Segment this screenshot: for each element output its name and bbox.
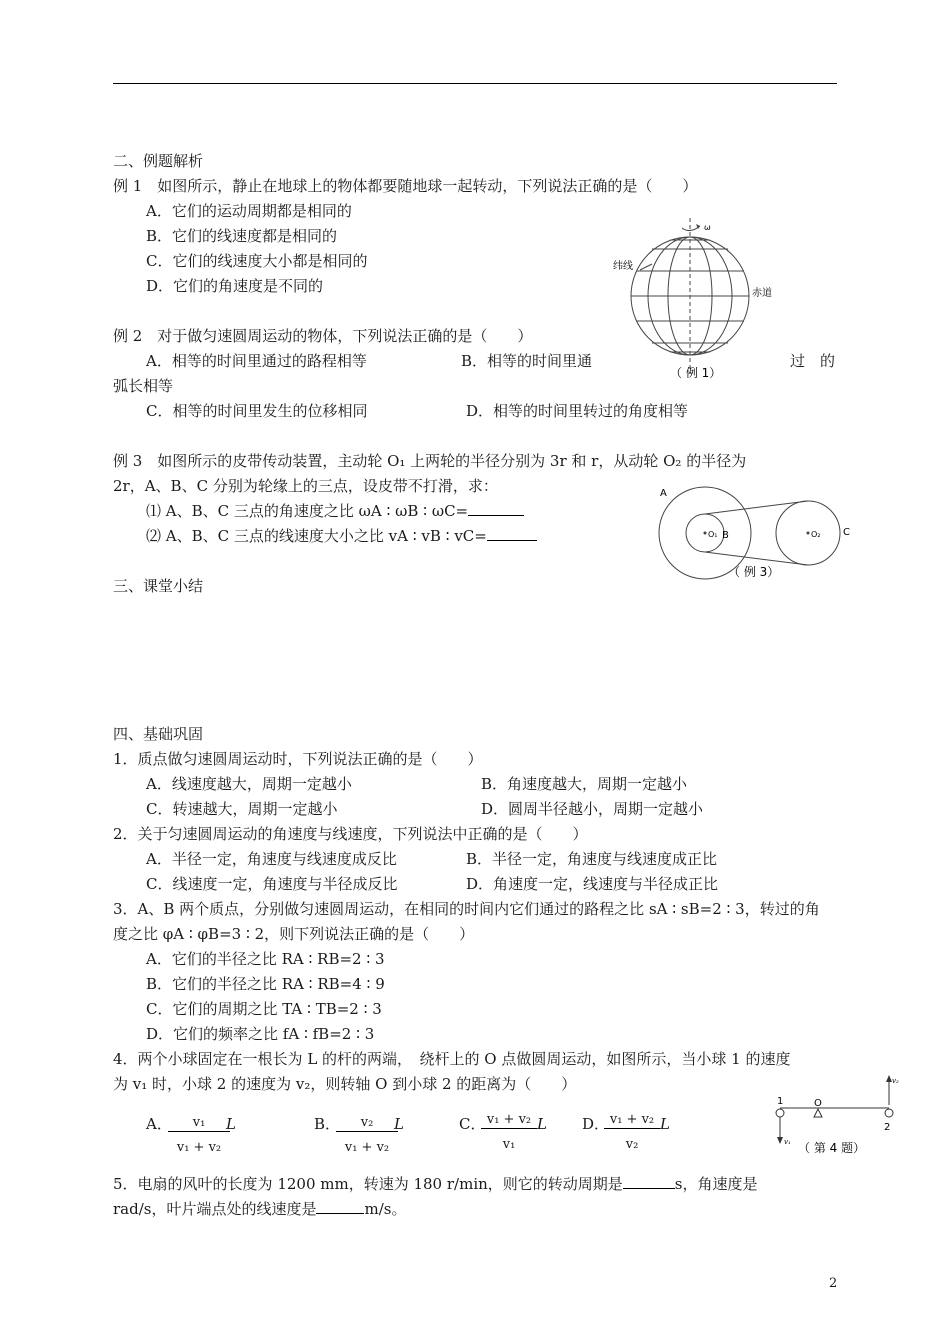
point-c-label: C bbox=[843, 527, 850, 538]
q3-line2: 度之比 φA ∶ φB=3 ∶ 2，则下列说法正确的是（ ） bbox=[113, 925, 475, 943]
v2-label: v₂ bbox=[892, 1077, 899, 1085]
omega-label: ω bbox=[704, 223, 711, 232]
q5-speed-blank[interactable] bbox=[316, 1201, 364, 1214]
q4-option-d-l: L bbox=[660, 1115, 670, 1133]
header-rule bbox=[113, 83, 837, 84]
q4-option-a-label: A． bbox=[146, 1115, 172, 1133]
q3-option-b: B．它们的半径之比 RA ∶ RB=4 ∶ 9 bbox=[146, 975, 385, 993]
ex1-caption: （ 例 1） bbox=[670, 366, 722, 380]
q5-line2 bbox=[113, 1200, 406, 1218]
q4-option-c-fraction bbox=[481, 1112, 537, 1153]
ex2-option-b-cont: 过 的 bbox=[790, 352, 836, 370]
ex1-option-a: A．它们的运动周期都是相同的 bbox=[146, 202, 352, 220]
q4-d-numerator: v₁ + v₂ bbox=[604, 1112, 660, 1129]
q4-line2: 为 v₁ 时，小球 2 的速度为 v₂，则转轴 O 到小球 2 的距离为（ ） bbox=[113, 1075, 577, 1093]
ex3-q1-text: ⑴ A、B、C 三点的角速度之比 ωA ∶ ωB ∶ ωC= bbox=[146, 502, 469, 520]
q2-stem: 2．关于匀速圆周运动的角速度与线速度，下列说法中正确的是（ ） bbox=[113, 825, 588, 843]
q1-option-b: B．角速度越大，周期一定越小 bbox=[481, 775, 688, 793]
q4-option-b-l: L bbox=[394, 1115, 404, 1133]
q4-option-b-label: B． bbox=[314, 1115, 341, 1133]
q4-a-numerator: v₁ bbox=[168, 1115, 230, 1132]
q4-caption: （ 第 4 题） bbox=[798, 1141, 866, 1155]
ex1-option-c: C．它们的线速度大小都是相同的 bbox=[146, 252, 368, 270]
q5-text-2: s，角速度是 bbox=[674, 1175, 758, 1193]
q4-c-numerator: v₁ + v₂ bbox=[481, 1112, 537, 1129]
q5-text-1: 5．电扇的风叶的长度为 1200 mm，转速为 180 r/min，则它的转动周期是 bbox=[113, 1175, 623, 1193]
ex3-q2 bbox=[146, 527, 537, 545]
o2-label: O₂ bbox=[811, 530, 821, 539]
point-a-label: A bbox=[660, 488, 667, 499]
q2-option-d: D．角速度一定，线速度与半径成正比 bbox=[466, 875, 719, 893]
belt-figure bbox=[656, 484, 851, 582]
ex1-option-b: B．它们的线速度都是相同的 bbox=[146, 227, 338, 245]
rod-figure bbox=[768, 1072, 900, 1164]
v1-label: v₁ bbox=[784, 1138, 791, 1146]
ex2-option-b: B．相等的时间里通 bbox=[461, 352, 593, 370]
ex1-stem: 例 1 如图所示，静止在地球上的物体都要随地球一起转动，下列说法正确的是（ ） bbox=[113, 177, 698, 195]
q4-option-c-l: L bbox=[537, 1115, 547, 1133]
ex2-option-c: C．相等的时间里发生的位移相同 bbox=[146, 402, 368, 420]
ex2-option-a: A．相等的时间里通过的路程相等 bbox=[146, 352, 367, 370]
ex3-caption: （ 例 3） bbox=[728, 565, 780, 579]
section3-title: 三、课堂小结 bbox=[113, 577, 204, 595]
ball1-label: 1 bbox=[777, 1096, 784, 1107]
q2-option-c: C．线速度一定，角速度与半径成反比 bbox=[146, 875, 398, 893]
ex2-option-d: D．相等的时间里转过的角度相等 bbox=[466, 402, 689, 420]
ex3-q1-blank[interactable] bbox=[468, 503, 524, 516]
o1-label: O₁ bbox=[708, 530, 718, 539]
ex3-line1: 例 3 如图所示的皮带传动装置，主动轮 O₁ 上两轮的半径分别为 3r 和 r，从动轮 O₂ 的半径为 bbox=[113, 452, 747, 470]
q4-option-b-fraction bbox=[336, 1115, 398, 1156]
q3-option-c: C．它们的周期之比 TA ∶ TB=2 ∶ 3 bbox=[146, 1000, 382, 1018]
q5-text-4: m/s。 bbox=[364, 1200, 407, 1218]
section2-title: 二、例题解析 bbox=[113, 152, 204, 170]
ex3-q1 bbox=[146, 502, 524, 520]
ex3-q2-text: ⑵ A、B、C 三点的线速度大小之比 vA ∶ vB ∶ vC= bbox=[146, 527, 487, 545]
q4-option-a-fraction bbox=[168, 1115, 230, 1156]
q1-option-c: C．转速越大，周期一定越小 bbox=[146, 800, 338, 818]
equator-label: 赤道 bbox=[752, 288, 772, 299]
earth-figure bbox=[612, 216, 792, 386]
q4-b-denominator: v₁ + v₂ bbox=[344, 1140, 390, 1155]
q5-line1 bbox=[113, 1175, 757, 1193]
q4-b-numerator: v₂ bbox=[336, 1115, 398, 1132]
q3-option-d: D．它们的频率之比 fA ∶ fB=2 ∶ 3 bbox=[146, 1025, 375, 1043]
q4-option-a-l: L bbox=[226, 1115, 236, 1133]
q3-line1: 3．A、B 两个质点，分别做匀速圆周运动，在相同的时间内它们通过的路程之比 sA ∶ sB=2 ∶ 3，转过的角 bbox=[113, 900, 820, 918]
q4-a-denominator: v₁ + v₂ bbox=[176, 1140, 222, 1155]
point-b-label: B bbox=[722, 530, 729, 541]
q2-option-b: B．半径一定，角速度与线速度成正比 bbox=[466, 850, 718, 868]
q5-text-3: rad/s，叶片端点处的线速度是 bbox=[113, 1200, 317, 1218]
ex1-option-d: D．它们的角速度是不同的 bbox=[146, 277, 324, 295]
section4-title: 四、基础巩固 bbox=[113, 725, 204, 743]
q4-option-c-label: C． bbox=[459, 1115, 486, 1133]
q5-period-blank[interactable] bbox=[623, 1176, 675, 1189]
page-number: 2 bbox=[829, 1276, 838, 1291]
latitude-label: 纬线 bbox=[613, 261, 633, 272]
ex2-option-b-tail: 弧长相等 bbox=[113, 377, 174, 395]
ball2-label: 2 bbox=[884, 1122, 891, 1133]
ex3-q2-blank[interactable] bbox=[487, 528, 537, 541]
q2-option-a: A．半径一定，角速度与线速度成反比 bbox=[146, 850, 397, 868]
ex3-line2: 2r，A、B、C 分别为轮缘上的三点，设皮带不打滑，求： bbox=[113, 477, 498, 495]
ex2-stem: 例 2 对于做匀速圆周运动的物体，下列说法正确的是（ ） bbox=[113, 327, 533, 345]
q1-option-d: D．圆周半径越小，周期一定越小 bbox=[481, 800, 704, 818]
q4-d-denominator: v₂ bbox=[625, 1137, 639, 1152]
q1-option-a: A．线速度越大，周期一定越小 bbox=[146, 775, 352, 793]
q4-line1: 4．两个小球固定在一根长为 L 的杆的两端， 绕杆上的 O 点做圆周运动，如图所示，当小球 1 的速度 bbox=[113, 1050, 791, 1068]
q3-option-a: A．它们的半径之比 RA ∶ RB=2 ∶ 3 bbox=[146, 950, 385, 968]
q4-option-d-fraction bbox=[604, 1112, 660, 1153]
q1-stem: 1．质点做匀速圆周运动时，下列说法正确的是（ ） bbox=[113, 750, 483, 768]
pivot-label: O bbox=[814, 1098, 822, 1109]
q4-c-denominator: v₁ bbox=[502, 1137, 516, 1152]
q4-option-d-label: D． bbox=[582, 1115, 610, 1133]
